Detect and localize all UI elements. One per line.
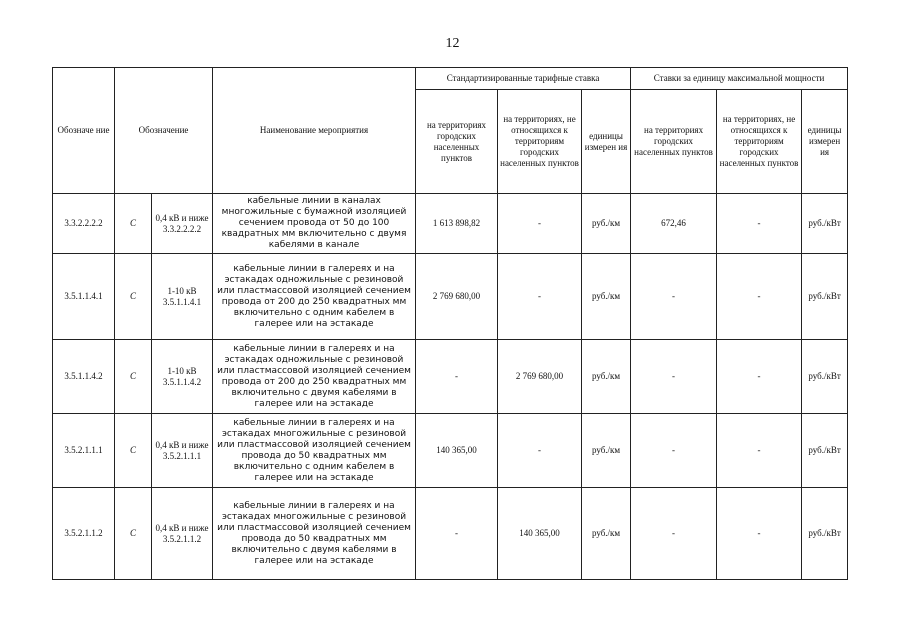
row-std-unit: руб./км bbox=[582, 254, 631, 340]
header-standard-rates: Стандартизированные тарифные ставка bbox=[416, 68, 631, 90]
table-row bbox=[53, 414, 848, 488]
row-std-urban: 1 613 898,82 bbox=[416, 194, 498, 254]
table-row bbox=[53, 488, 848, 580]
row-voltage: 0,4 кВ и ниже 3.3.2.2.2.2 bbox=[152, 194, 213, 254]
row-mp-nonurban: - bbox=[717, 414, 802, 488]
row-std-urban: 2 769 680,00 bbox=[416, 254, 498, 340]
tariff-table bbox=[52, 67, 848, 580]
row-std-urban: - bbox=[416, 340, 498, 414]
row-std-nonurban: 140 365,00 bbox=[498, 488, 582, 580]
row-mp-nonurban: - bbox=[717, 194, 802, 254]
row-code: 3.5.2.1.1.2 bbox=[53, 488, 115, 580]
row-std-nonurban: - bbox=[498, 254, 582, 340]
row-mp-urban: - bbox=[631, 254, 717, 340]
row-letter: С bbox=[115, 488, 152, 580]
header-std-nonurban: на территориях, не относящихся к территориям городских населенных пунктов bbox=[498, 90, 582, 194]
row-mp-unit: руб./кВт bbox=[802, 194, 848, 254]
row-std-unit: руб./км bbox=[582, 488, 631, 580]
row-mp-nonurban: - bbox=[717, 340, 802, 414]
header-mp-unit: единицы измерен ия bbox=[802, 90, 848, 194]
row-letter: С bbox=[115, 194, 152, 254]
row-mp-unit: руб./кВт bbox=[802, 340, 848, 414]
row-std-nonurban: - bbox=[498, 414, 582, 488]
header-mp-nonurban: на территориях, не относящихся к территориям городских населенных пунктов bbox=[717, 90, 802, 194]
row-code: 3.5.1.1.4.2 bbox=[53, 340, 115, 414]
row-voltage: 0,4 кВ и ниже 3.5.2.1.1.1 bbox=[152, 414, 213, 488]
header-measure-name: Наименование мероприятия bbox=[213, 68, 416, 194]
row-std-nonurban: - bbox=[498, 194, 582, 254]
header-std-urban: на территориях городских населенных пунктов bbox=[416, 90, 498, 194]
row-description: кабельные линии в галереях и на эстакадах одножильные с резиновой или пластмассовой изоляцией сечением провода от 200 до 250 квадратных мм включительно с одним кабелем в галерее или на эстакаде bbox=[213, 254, 416, 340]
row-letter: С bbox=[115, 340, 152, 414]
row-mp-unit: руб./кВт bbox=[802, 254, 848, 340]
row-voltage: 1-10 кВ 3.5.1.1.4.1 bbox=[152, 254, 213, 340]
header-designation-short: Обозначе ние bbox=[53, 68, 115, 194]
row-mp-urban: - bbox=[631, 340, 717, 414]
table-row bbox=[53, 340, 848, 414]
row-letter: С bbox=[115, 254, 152, 340]
row-letter: С bbox=[115, 414, 152, 488]
row-voltage: 0,4 кВ и ниже 3.5.2.1.1.2 bbox=[152, 488, 213, 580]
row-std-unit: руб./км bbox=[582, 414, 631, 488]
row-mp-nonurban: - bbox=[717, 254, 802, 340]
row-description: кабельные линии в галереях и на эстакадах многожильные с резиновой или пластмассовой изоляцией сечением провода до 50 квадратных мм включительно с двумя кабелями в галерее или на эстакаде bbox=[213, 488, 416, 580]
row-description: кабельные линии в каналах многожильные с бумажной изоляцией сечением провода от 50 до 100 квадратных мм включительно с двумя кабелями в канале bbox=[213, 194, 416, 254]
row-description: кабельные линии в галереях и на эстакадах одножильные с резиновой или пластмассовой изоляцией сечением провода от 200 до 250 квадратных мм включительно с двумя кабелями в галерее или на эстакаде bbox=[213, 340, 416, 414]
row-mp-nonurban: - bbox=[717, 488, 802, 580]
row-description: кабельные линии в галереях и на эстакадах многожильные с резиновой или пластмассовой изоляцией сечением провода до 50 квадратных мм включительно с одним кабелем в галерее или на эстакаде bbox=[213, 414, 416, 488]
header-mp-urban: на территориях городских населенных пунктов bbox=[631, 90, 717, 194]
header-designation: Обозначение bbox=[115, 68, 213, 194]
row-mp-urban: 672,46 bbox=[631, 194, 717, 254]
row-mp-unit: руб./кВт bbox=[802, 414, 848, 488]
row-code: 3.3.2.2.2.2 bbox=[53, 194, 115, 254]
row-mp-unit: руб./кВт bbox=[802, 488, 848, 580]
row-std-urban: - bbox=[416, 488, 498, 580]
header-std-unit: единицы измерен ия bbox=[582, 90, 631, 194]
table-row bbox=[53, 194, 848, 254]
table-header-row bbox=[53, 68, 848, 90]
row-std-nonurban: 2 769 680,00 bbox=[498, 340, 582, 414]
row-std-unit: руб./км bbox=[582, 194, 631, 254]
row-mp-urban: - bbox=[631, 414, 717, 488]
page-number: 12 bbox=[445, 36, 460, 51]
header-max-power-rates: Ставки за единицу максимальной мощности bbox=[631, 68, 848, 90]
row-std-urban: 140 365,00 bbox=[416, 414, 498, 488]
row-voltage: 1-10 кВ 3.5.1.1.4.2 bbox=[152, 340, 213, 414]
table-row bbox=[53, 254, 848, 340]
row-code: 3.5.2.1.1.1 bbox=[53, 414, 115, 488]
row-code: 3.5.1.1.4.1 bbox=[53, 254, 115, 340]
row-mp-urban: - bbox=[631, 488, 717, 580]
row-std-unit: руб./км bbox=[582, 340, 631, 414]
